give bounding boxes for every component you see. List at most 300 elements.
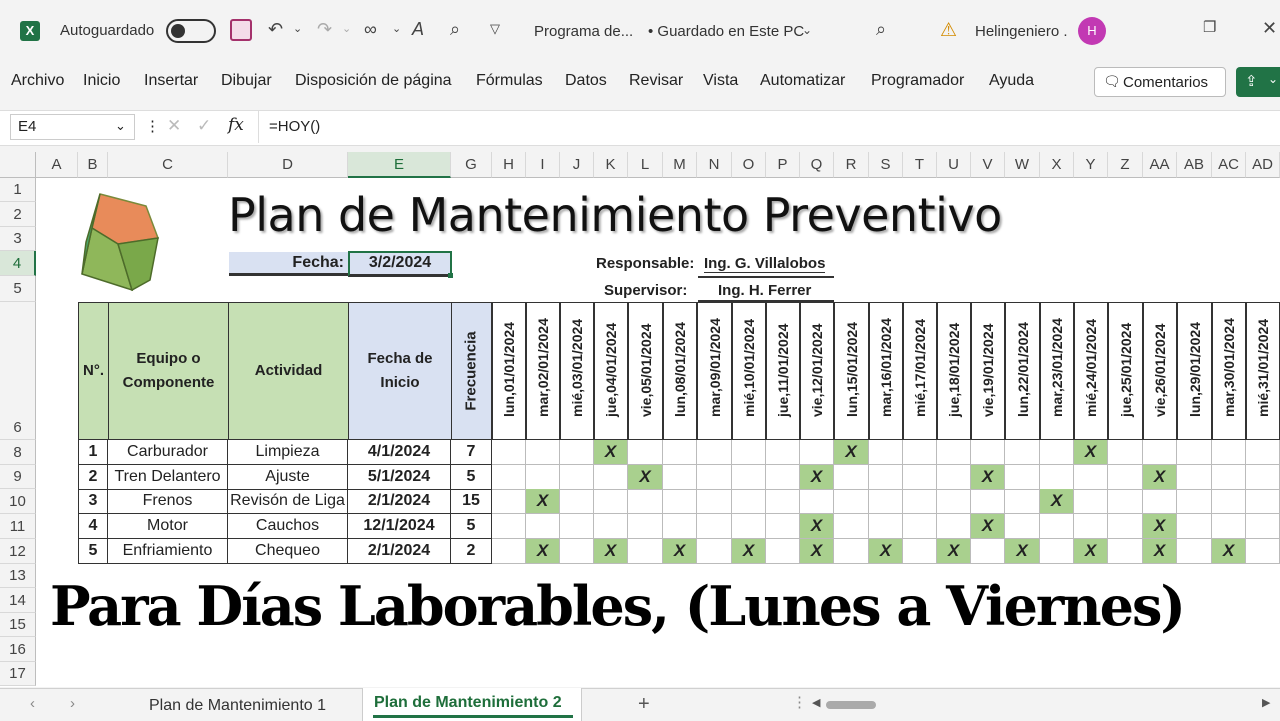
schedule-mark-cell[interactable]: X <box>1143 465 1177 490</box>
column-header-w[interactable]: W <box>1005 152 1040 178</box>
frecuencia-cell[interactable]: 5 <box>451 465 492 490</box>
date-header[interactable] <box>1005 302 1040 440</box>
date-header-label: mié,03/01/2024 <box>569 318 585 417</box>
equipo-cell[interactable]: Frenos <box>108 489 228 514</box>
schedule-cell[interactable] <box>560 514 594 539</box>
search-bar-icon[interactable]: ⌕ <box>876 19 887 39</box>
row-header-6[interactable]: 6 <box>0 302 36 440</box>
customize-toolbar-icon[interactable]: ▽ <box>490 21 500 36</box>
schedule-cell[interactable] <box>1212 465 1246 490</box>
name-box[interactable] <box>10 114 135 140</box>
schedule-cell[interactable] <box>1177 440 1212 465</box>
schedule-cell[interactable] <box>1005 440 1040 465</box>
schedule-mark-cell[interactable]: X <box>834 440 869 465</box>
scroll-tabs-right-icon[interactable]: › <box>70 695 75 712</box>
schedule-cell[interactable] <box>937 489 971 514</box>
warning-icon[interactable]: ⚠ <box>940 20 958 41</box>
schedule-cell[interactable] <box>903 465 937 490</box>
menu-ayuda[interactable]: Ayuda <box>989 72 1035 89</box>
frecuencia-cell[interactable]: 2 <box>451 539 492 564</box>
schedule-cell[interactable] <box>1143 489 1177 514</box>
date-header[interactable] <box>526 302 560 440</box>
schedule-cell[interactable] <box>869 440 903 465</box>
schedule-cell[interactable] <box>1005 514 1040 539</box>
excel-logo-icon: X <box>20 21 40 41</box>
schedule-cell[interactable] <box>560 539 594 564</box>
row-header-13[interactable]: 13 <box>0 564 36 588</box>
schedule-cell[interactable] <box>1212 489 1246 514</box>
date-header[interactable] <box>1108 302 1143 440</box>
date-header-label: jue,25/01/2024 <box>1117 322 1134 417</box>
schedule-cell[interactable] <box>1108 514 1143 539</box>
schedule-cell[interactable] <box>697 465 732 490</box>
schedule-cell[interactable] <box>492 489 526 514</box>
date-header[interactable] <box>903 302 937 440</box>
schedule-cell[interactable] <box>697 440 732 465</box>
schedule-cell[interactable] <box>1212 440 1246 465</box>
schedule-cell[interactable] <box>697 539 732 564</box>
schedule-cell[interactable] <box>1040 514 1074 539</box>
avatar[interactable] <box>1078 17 1106 45</box>
tab-plan-2[interactable] <box>362 688 582 721</box>
fecha-label-cell[interactable] <box>229 252 348 276</box>
schedule-cell[interactable] <box>628 539 663 564</box>
select-all-corner[interactable] <box>0 152 36 178</box>
schedule-cell[interactable] <box>869 465 903 490</box>
menu-disposicion[interactable]: Disposición de página <box>295 72 452 89</box>
num-cell[interactable]: 3 <box>78 489 108 514</box>
redo-icon[interactable]: ↷ <box>317 19 333 39</box>
menu-formulas[interactable]: Fórmulas <box>476 72 543 89</box>
num-cell[interactable]: 4 <box>78 514 108 539</box>
comment-icon: 🗨 <box>1103 73 1121 89</box>
column-header-c[interactable]: C <box>108 152 228 178</box>
schedule-cell[interactable] <box>526 440 560 465</box>
schedule-cell[interactable] <box>663 465 697 490</box>
cancel-icon[interactable]: ✕ <box>167 116 182 135</box>
schedule-cell[interactable] <box>937 465 971 490</box>
schedule-mark-cell[interactable]: X <box>1074 539 1108 564</box>
column-header-aa[interactable]: AA <box>1143 152 1177 178</box>
row-header-4[interactable]: 4 <box>0 251 36 276</box>
schedule-mark-cell[interactable]: X <box>800 514 834 539</box>
schedule-cell[interactable] <box>628 440 663 465</box>
schedule-cell[interactable] <box>732 489 766 514</box>
schedule-cell[interactable] <box>1246 489 1280 514</box>
header-fecha-inicio-label: Fecha de Inicio <box>367 350 433 391</box>
row-header-11[interactable]: 11 <box>0 514 36 539</box>
schedule-cell[interactable] <box>903 539 937 564</box>
column-header-z[interactable]: Z <box>1108 152 1143 178</box>
schedule-cell[interactable] <box>869 489 903 514</box>
row-header-12[interactable]: 12 <box>0 539 36 564</box>
schedule-cell[interactable] <box>971 539 1005 564</box>
close-icon[interactable]: ✕ <box>1262 18 1278 38</box>
date-header[interactable] <box>937 302 971 440</box>
user-name[interactable]: Helingeniero . <box>975 23 1068 40</box>
schedule-cell[interactable] <box>1005 489 1040 514</box>
autosave-toggle[interactable] <box>166 19 216 43</box>
column-header-o[interactable]: O <box>732 152 766 178</box>
column-header-d[interactable]: D <box>228 152 348 178</box>
tabs-more-icon[interactable]: ⋮ <box>792 694 807 711</box>
date-header[interactable] <box>1040 302 1074 440</box>
date-header-label: vie,19/01/2024 <box>980 323 996 417</box>
schedule-cell[interactable] <box>1108 440 1143 465</box>
save-icon[interactable] <box>230 19 252 41</box>
column-header-s[interactable]: S <box>869 152 903 178</box>
date-header[interactable] <box>1246 302 1280 440</box>
column-header-n[interactable]: N <box>697 152 732 178</box>
schedule-cell[interactable] <box>1246 440 1280 465</box>
schedule-cell[interactable] <box>628 514 663 539</box>
column-header-e[interactable]: E <box>348 152 451 178</box>
date-header-label: lun,22/01/2024 <box>1014 322 1031 417</box>
restore-window-icon[interactable]: ❐ <box>1203 19 1217 36</box>
date-header-label: vie,12/01/2024 <box>809 323 825 417</box>
comments-button[interactable] <box>1094 67 1226 97</box>
schedule-cell[interactable] <box>732 440 766 465</box>
column-header-y[interactable]: Y <box>1074 152 1108 178</box>
schedule-cell[interactable] <box>834 539 869 564</box>
share-dropdown-icon: ⌄ <box>1268 72 1279 86</box>
hscroll-right-icon[interactable]: ▶ <box>1262 697 1271 709</box>
schedule-mark-cell[interactable]: X <box>1005 539 1040 564</box>
schedule-cell[interactable] <box>1108 489 1143 514</box>
active-tab-indicator <box>373 715 573 718</box>
link-icon[interactable]: ∞ <box>364 19 377 39</box>
schedule-cell[interactable] <box>1074 489 1108 514</box>
menu-inicio[interactable]: Inicio <box>83 72 121 89</box>
check-icon[interactable]: ✓ <box>197 116 212 135</box>
actividad-cell[interactable]: Revisón de Liga <box>228 489 348 514</box>
schedule-cell[interactable] <box>1040 440 1074 465</box>
schedule-cell[interactable] <box>697 489 732 514</box>
save-status[interactable]: • Guardado en Este PC <box>648 23 805 40</box>
schedule-cell[interactable] <box>560 465 594 490</box>
schedule-cell[interactable] <box>1005 465 1040 490</box>
undo-dropdown-icon[interactable]: ⌄ <box>293 23 303 35</box>
menu-automatizar[interactable]: Automatizar <box>760 72 846 89</box>
schedule-cell[interactable] <box>1246 514 1280 539</box>
row-header-2[interactable]: 2 <box>0 202 36 227</box>
equipo-cell[interactable]: Tren Delantero <box>108 465 228 490</box>
schedule-cell[interactable] <box>971 489 1005 514</box>
num-cell[interactable]: 2 <box>78 465 108 490</box>
header-frecuencia-label: Frecuencia <box>462 331 480 411</box>
schedule-cell[interactable] <box>628 489 663 514</box>
schedule-mark-cell[interactable]: X <box>732 539 766 564</box>
row-header-3[interactable]: 3 <box>0 227 36 251</box>
schedule-cell[interactable] <box>834 489 869 514</box>
schedule-cell[interactable] <box>526 514 560 539</box>
schedule-cell[interactable] <box>663 514 697 539</box>
num-cell[interactable]: 5 <box>78 539 108 564</box>
schedule-cell[interactable] <box>869 514 903 539</box>
schedule-cell[interactable] <box>1177 489 1212 514</box>
date-header[interactable] <box>663 302 697 440</box>
schedule-cell[interactable] <box>1108 539 1143 564</box>
schedule-mark-cell[interactable]: X <box>526 489 560 514</box>
redo-dropdown-icon[interactable]: ⌄ <box>342 23 352 35</box>
schedule-cell[interactable] <box>766 489 800 514</box>
date-header[interactable] <box>628 302 663 440</box>
column-header-u[interactable]: U <box>937 152 971 178</box>
frecuencia-cell[interactable]: 5 <box>451 514 492 539</box>
schedule-cell[interactable] <box>1040 539 1074 564</box>
schedule-cell[interactable] <box>526 465 560 490</box>
date-header[interactable] <box>766 302 800 440</box>
hscroll-left-icon[interactable]: ◀ <box>812 697 821 709</box>
actividad-cell[interactable]: Cauchos <box>228 514 348 539</box>
date-header-label: mar,16/01/2024 <box>878 318 894 417</box>
header-frecuencia[interactable] <box>451 302 492 440</box>
schedule-mark-cell[interactable]: X <box>1143 514 1177 539</box>
menu-datos[interactable]: Datos <box>565 72 607 89</box>
schedule-cell[interactable] <box>492 514 526 539</box>
fecha-value-cell[interactable] <box>348 251 452 277</box>
schedule-mark-cell[interactable]: X <box>971 465 1005 490</box>
date-header[interactable] <box>1143 302 1177 440</box>
schedule-cell[interactable] <box>937 514 971 539</box>
column-header-t[interactable]: T <box>903 152 937 178</box>
share-icon: ⇪ <box>1245 73 1258 90</box>
column-header-p[interactable]: P <box>766 152 800 178</box>
schedule-cell[interactable] <box>903 489 937 514</box>
schedule-mark-cell[interactable]: X <box>937 539 971 564</box>
fecha-inicio-cell[interactable]: 2/1/2024 <box>348 539 451 564</box>
menu-insertar[interactable]: Insertar <box>144 72 199 89</box>
schedule-mark-cell[interactable]: X <box>1143 539 1177 564</box>
schedule-cell[interactable] <box>766 539 800 564</box>
schedule-cell[interactable] <box>834 465 869 490</box>
schedule-cell[interactable] <box>1212 514 1246 539</box>
column-header-b[interactable]: B <box>78 152 108 178</box>
schedule-mark-cell[interactable]: X <box>526 539 560 564</box>
schedule-cell[interactable] <box>594 465 628 490</box>
header-fecha-inicio[interactable] <box>348 302 452 440</box>
date-header[interactable] <box>1177 302 1212 440</box>
fecha-label: Fecha: <box>292 254 344 271</box>
schedule-cell[interactable] <box>1246 465 1280 490</box>
header-equipo-label: Equipo o Componente <box>122 350 215 391</box>
column-header-k[interactable]: K <box>594 152 628 178</box>
schedule-cell[interactable] <box>1143 440 1177 465</box>
schedule-cell[interactable] <box>697 514 732 539</box>
column-header-q[interactable]: Q <box>800 152 834 178</box>
date-header-label: lun,08/01/2024 <box>672 322 688 417</box>
row-header-9[interactable]: 9 <box>0 465 36 489</box>
schedule-mark-cell[interactable]: X <box>594 539 628 564</box>
schedule-cell[interactable] <box>1177 539 1212 564</box>
text-style-icon[interactable]: A <box>412 19 425 39</box>
schedule-cell[interactable] <box>492 465 526 490</box>
share-button[interactable] <box>1236 67 1280 97</box>
fecha-inicio-cell[interactable]: 12/1/2024 <box>348 514 451 539</box>
insert-function-icon[interactable]: fx <box>228 115 244 135</box>
fecha-inicio-cell[interactable]: 4/1/2024 <box>348 440 451 465</box>
date-header[interactable] <box>971 302 1005 440</box>
link-dropdown-icon[interactable]: ⌄ <box>392 23 402 35</box>
date-header[interactable] <box>834 302 869 440</box>
row-header-15[interactable]: 15 <box>0 613 36 637</box>
date-header[interactable] <box>732 302 766 440</box>
supervisor-value: Ing. H. Ferrer <box>718 282 812 299</box>
row-header-16[interactable]: 16 <box>0 637 36 662</box>
column-header-j[interactable]: J <box>560 152 594 178</box>
equipo-cell[interactable]: Enfriamiento <box>108 539 228 564</box>
schedule-mark-cell[interactable]: X <box>800 539 834 564</box>
supervisor-label: Supervisor: <box>604 282 688 299</box>
column-header-h[interactable]: H <box>492 152 526 178</box>
column-header-ac[interactable]: AC <box>1212 152 1246 178</box>
date-header[interactable] <box>492 302 526 440</box>
add-sheet-icon[interactable]: + <box>638 693 650 715</box>
schedule-cell[interactable] <box>1177 465 1212 490</box>
actividad-cell[interactable]: Ajuste <box>228 465 348 490</box>
column-header-i[interactable]: I <box>526 152 560 178</box>
schedule-mark-cell[interactable]: X <box>594 440 628 465</box>
schedule-cell[interactable] <box>732 465 766 490</box>
menu-revisar[interactable]: Revisar <box>629 72 684 89</box>
header-actividad-label: Actividad <box>254 362 323 379</box>
row-header-10[interactable]: 10 <box>0 489 36 514</box>
column-header-g[interactable]: G <box>451 152 492 178</box>
date-header-label: mié,31/01/2024 <box>1255 318 1271 417</box>
schedule-cell[interactable] <box>766 465 800 490</box>
banner-text: Para Días Laborables, (Lunes a Viernes) <box>50 574 1184 638</box>
document-title[interactable]: Programa de... <box>534 23 634 40</box>
schedule-cell[interactable] <box>1246 539 1280 564</box>
schedule-mark-cell[interactable]: X <box>971 514 1005 539</box>
column-header-r[interactable]: R <box>834 152 869 178</box>
schedule-cell[interactable] <box>663 489 697 514</box>
column-header-x[interactable]: X <box>1040 152 1074 178</box>
date-header[interactable] <box>1074 302 1108 440</box>
formula-input[interactable] <box>258 111 1280 143</box>
actividad-cell[interactable]: Limpieza <box>228 440 348 465</box>
column-header-m[interactable]: M <box>663 152 697 178</box>
schedule-cell[interactable] <box>766 440 800 465</box>
date-header-label: mar,09/01/2024 <box>706 318 723 417</box>
actividad-cell[interactable]: Chequeo <box>228 539 348 564</box>
tab-plan-2-label: Plan de Mantenimiento 2 <box>374 694 562 711</box>
date-header-label: mar,30/01/2024 <box>1221 318 1237 417</box>
schedule-cell[interactable] <box>1074 514 1108 539</box>
schedule-mark-cell[interactable]: X <box>1040 489 1074 514</box>
schedule-mark-cell[interactable]: X <box>628 465 663 490</box>
schedule-cell[interactable] <box>1177 514 1212 539</box>
date-header[interactable] <box>594 302 628 440</box>
row-header-8[interactable]: 8 <box>0 440 36 465</box>
tab-plan-1[interactable]: Plan de Mantenimiento 1 <box>149 697 326 714</box>
column-header-v[interactable]: V <box>971 152 1005 178</box>
schedule-cell[interactable] <box>903 440 937 465</box>
header-equipo[interactable] <box>108 302 229 440</box>
schedule-cell[interactable] <box>1074 465 1108 490</box>
header-num-label: N°. <box>83 362 104 379</box>
schedule-cell[interactable] <box>766 514 800 539</box>
fecha-inicio-cell[interactable]: 2/1/2024 <box>348 489 451 514</box>
schedule-cell[interactable] <box>732 514 766 539</box>
more-options-icon[interactable]: ⋮ <box>145 118 160 135</box>
equipo-cell[interactable]: Carburador <box>108 440 228 465</box>
schedule-mark-cell[interactable]: X <box>663 539 697 564</box>
search-icon[interactable]: ⌕ <box>450 19 461 39</box>
equipo-cell[interactable]: Motor <box>108 514 228 539</box>
column-header-l[interactable]: L <box>628 152 663 178</box>
schedule-cell[interactable] <box>971 440 1005 465</box>
date-header[interactable] <box>869 302 903 440</box>
sheet-title: Plan de Mantenimiento Preventivo <box>228 188 1002 242</box>
date-header-label: vie,05/01/2024 <box>637 323 654 417</box>
schedule-cell[interactable] <box>834 514 869 539</box>
autosave-label: Autoguardado <box>60 22 155 39</box>
date-header-label: mié,24/01/2024 <box>1083 318 1099 417</box>
menu-dibujar[interactable]: Dibujar <box>221 72 272 89</box>
date-header[interactable] <box>1212 302 1246 440</box>
num-cell[interactable]: 1 <box>78 440 108 465</box>
row-header-17[interactable]: 17 <box>0 662 36 686</box>
header-num[interactable] <box>78 302 109 440</box>
schedule-cell[interactable] <box>594 489 628 514</box>
fecha-inicio-cell[interactable]: 5/1/2024 <box>348 465 451 490</box>
schedule-cell[interactable] <box>594 514 628 539</box>
date-header[interactable] <box>560 302 594 440</box>
chevron-down-icon: ⌄ <box>115 118 126 133</box>
frecuencia-cell[interactable]: 7 <box>451 440 492 465</box>
date-header[interactable] <box>697 302 732 440</box>
frecuencia-cell[interactable]: 15 <box>451 489 492 514</box>
schedule-cell[interactable] <box>1108 465 1143 490</box>
schedule-mark-cell[interactable]: X <box>1074 440 1108 465</box>
schedule-cell[interactable] <box>663 440 697 465</box>
schedule-cell[interactable] <box>800 440 834 465</box>
schedule-mark-cell[interactable]: X <box>1212 539 1246 564</box>
schedule-cell[interactable] <box>800 489 834 514</box>
schedule-cell[interactable] <box>560 440 594 465</box>
schedule-cell[interactable] <box>937 440 971 465</box>
undo-icon[interactable]: ↶ <box>268 19 284 39</box>
row-header-5[interactable]: 5 <box>0 276 36 302</box>
schedule-cell[interactable] <box>560 489 594 514</box>
horizontal-scrollbar-thumb[interactable] <box>826 701 876 709</box>
row-header-1[interactable]: 1 <box>0 178 36 202</box>
row-header-14[interactable]: 14 <box>0 588 36 613</box>
schedule-mark-cell[interactable]: X <box>800 465 834 490</box>
column-header-ad[interactable]: AD <box>1246 152 1280 178</box>
schedule-cell[interactable] <box>492 440 526 465</box>
menu-vista[interactable]: Vista <box>703 72 739 89</box>
schedule-cell[interactable] <box>903 514 937 539</box>
column-header-ab[interactable]: AB <box>1177 152 1212 178</box>
header-actividad[interactable] <box>228 302 349 440</box>
schedule-cell[interactable] <box>1040 465 1074 490</box>
date-header-label: mar,02/01/2024 <box>535 318 551 417</box>
menu-programador[interactable]: Programador <box>871 72 965 89</box>
selection-handle[interactable] <box>448 273 453 278</box>
scroll-tabs-left-icon[interactable]: ‹ <box>30 695 35 712</box>
column-header-a[interactable]: A <box>36 152 78 178</box>
schedule-cell[interactable] <box>492 539 526 564</box>
menu-archivo[interactable]: Archivo <box>11 72 65 89</box>
date-header-label: mié,17/01/2024 <box>912 318 928 417</box>
date-header[interactable] <box>800 302 834 440</box>
save-status-dropdown-icon[interactable]: ⌄ <box>802 23 813 37</box>
cube-logo <box>78 190 160 292</box>
schedule-mark-cell[interactable]: X <box>869 539 903 564</box>
date-header-label: jue,18/01/2024 <box>946 322 962 417</box>
